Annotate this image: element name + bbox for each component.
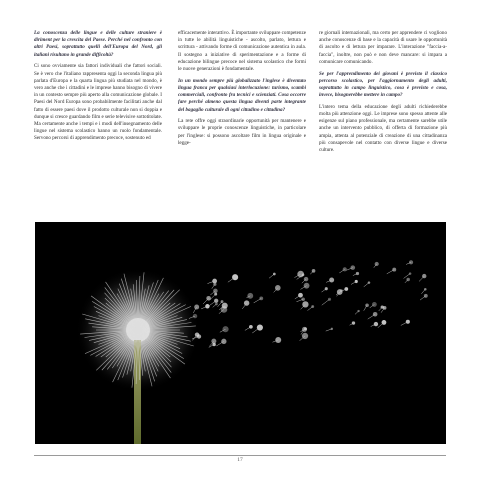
question-paragraph: In un mondo sempre più globalizzato l'inglese è diventato lingua franca per qualsiasi interlocuzione: turismo, scambi commerciali, confronto fra tecnici e scienziati. Cosa occorre fare perché almeno questa lingua diventi parte integrante del bagaglio culturale di ogni cittadino e cittadina? <box>178 77 306 113</box>
answer-paragraph: re giornali internazionali, ma certo per apprendere ci vogliono anche conoscenze di base e la capacità di usare le opportunità di ascolto e di lettura per imparare. L'interazione "faccia-a-faccia", inoltre, non può e non deve mancare: si impara a comunicare comunicando. <box>319 30 447 65</box>
text-column-3 <box>319 30 447 159</box>
question-paragraph: La conoscenza delle lingue e delle culture straniere è diriment per la crescita del Paese. Perché nel confronto con altri Paesi, soprattutto quelli dell'Europa del Nord, gli italiani risultano in grande difficoltà? <box>34 30 162 58</box>
page-number: 17 <box>237 457 243 463</box>
footer-rule <box>34 455 446 456</box>
answer-paragraph: efficacemente interattivo. È importante sviluppare competenze in tutte le abilità linguistiche - ascolto, parlato, lettura e scrittura - attivando forme di comunicazione autentica in aula. Il sostegno a iniziative di sperimentazione e a forme di educazione bilingue precoce nel sistema scolastico che formi le nuove generazioni è fondamentale. <box>178 30 306 73</box>
dandelion-photo <box>35 222 446 444</box>
text-column-1 <box>34 30 162 147</box>
text-column-2 <box>178 30 306 152</box>
answer-paragraph: L'intero tema della educazione degli adulti richiederebbe molta più attenzione oggi. Le imprese sono spesso attente alle esigenze sul piano professionale, ma certamente sarebbe utile anche un intervento pubblico, di offerta di formazione più ampia, attenta al potenziale di creazione di una cittadinanza più consapevole nel contatto con diverse lingue e diverse culture. <box>319 103 447 154</box>
answer-paragraph: Ci sono ovviamente sia fattori individuali che fattori sociali. Se è vero che l'italiano rappresenta oggi la seconda lingua più parlata d'Europa e la quarta lingua più studiata nel mondo, è vero anche che i cittadini e le imprese hanno bisogno di vivere in un contesto sempre più aperto alla comunicazione globale. I Paesi del Nord Europa sono probabilmente facilitati anche dal fatto di essere paesi dove il prodotto culturale non si doppia e dunque si cresce guardando film e serie televisive sottotitolate. Ma certamente anche i tempi e i modi dell'insegnamento delle lingue nel sistema scolastico hanno un ruolo fondamentale. Servono percorsi di apprendimento precoce, sostenuto ed <box>34 63 163 142</box>
question-paragraph: Se per l'apprendimento dei giovani è previsto il classico percorso scolastico, per l'aggiornamento degli adulti, soprattutto in campo linguistico, cosa è previsto e cosa, invece, bisognerebbe mettere in campo? <box>319 70 447 99</box>
answer-paragraph: La rete offre oggi straordinarie opportunità per mantenere e sviluppare le proprie conoscenze linguistiche, in particolare per l'inglese: si possono ascoltare film in lingua originale e legge- <box>178 118 306 146</box>
